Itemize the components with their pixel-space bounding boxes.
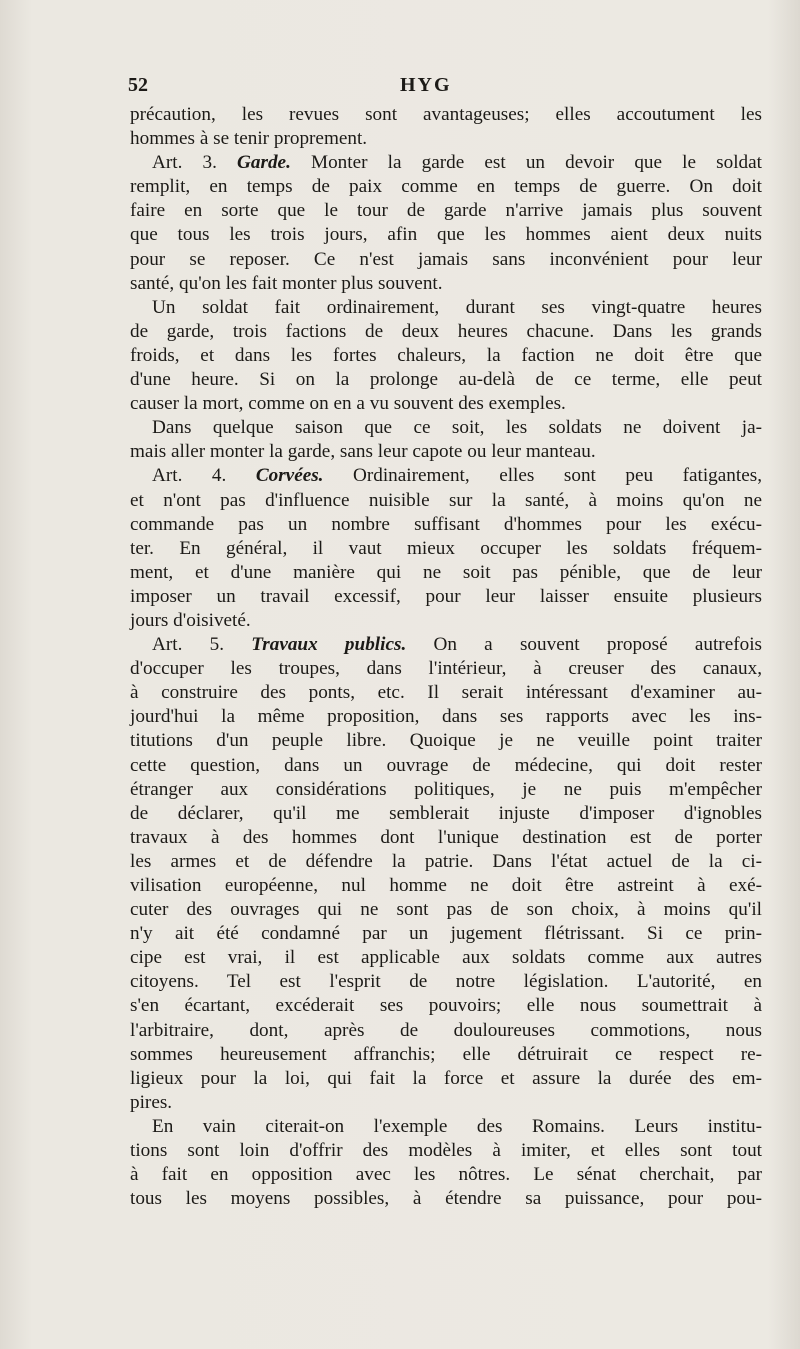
- text-line: tions sont loin d'offrir des modèles à imiter, et elles sont tout: [130, 1140, 762, 1162]
- text-line: hommes à se tenir proprement.: [130, 128, 368, 150]
- text-line: remplit, en temps de paix comme en temps de guerre. On doit: [130, 176, 762, 198]
- text-line: cipe est vrai, il est applicable aux soldats comme aux autres: [130, 947, 762, 969]
- article-title: Corvées.: [255, 465, 324, 487]
- text-line: d'occuper les troupes, dans l'intérieur, à creuser des canaux,: [130, 658, 762, 680]
- text-line: citoyens. Tel est l'esprit de notre législation. L'autorité, en: [130, 971, 762, 993]
- text-line: à construire des ponts, etc. Il serait intéressant d'examiner au-: [130, 682, 762, 704]
- text-line: cette question, dans un ouvrage de médecine, qui doit rester: [130, 754, 762, 776]
- text-line: tous les moyens possibles, à étendre sa puissance, pour pou-: [130, 1188, 762, 1210]
- text-line: froids, et dans les fortes chaleurs, la faction ne doit être que: [130, 344, 762, 366]
- text-line: jourd'hui la même proposition, dans ses rapports avec les ins-: [130, 706, 762, 728]
- line-text: On a souvent proposé autrefois: [406, 634, 762, 656]
- article-title: Garde.: [237, 152, 291, 174]
- text-line: commande pas un nombre suffisant d'hommes pour les exécu-: [130, 513, 762, 535]
- text-line: [130, 464, 762, 488]
- body-text: [130, 103, 762, 1211]
- text-line: [130, 151, 762, 175]
- text-line: [130, 633, 762, 657]
- text-line: Un soldat fait ordinairement, durant ses vingt-quatre heures: [152, 296, 762, 318]
- text-line: ter. En général, il vaut mieux occuper les soldats fréquem-: [130, 537, 762, 559]
- text-line: l'arbitraire, dont, après de douloureuses commotions, nous: [130, 1019, 762, 1041]
- text-line: vilisation européenne, nul homme ne doit être astreint à exé-: [130, 875, 762, 896]
- text-line: et n'ont pas d'influence nuisible sur la santé, à moins qu'on ne: [130, 489, 762, 511]
- text-line: de garde, trois factions de deux heures chacune. Dans les grands: [130, 320, 762, 342]
- line-text: Ordinairement, elles sont peu fatigantes,: [323, 465, 762, 487]
- text-line: précaution, les revues sont avantageuses; elles accoutument les: [130, 104, 762, 125]
- text-line: cuter des ouvrages qui ne sont pas de son choix, à moins qu'il: [130, 899, 762, 921]
- text-line: n'y ait été condamné par un jugement flétrissant. Si ce prin-: [130, 923, 762, 945]
- text-line: pour se reposer. Ce n'est jamais sans inconvénient pour leur: [130, 248, 762, 270]
- text-line: travaux à des hommes dont l'unique destination est de porter: [130, 826, 762, 848]
- running-head: [128, 74, 760, 102]
- text-line: s'en écartant, excéderait ses pouvoirs; elle nous soumettrait à: [130, 995, 762, 1017]
- text-line: causer la mort, comme on en a vu souvent des exemples.: [130, 393, 566, 415]
- text-line: titutions d'un peuple libre. Quoique je ne veuille point traiter: [130, 730, 762, 752]
- text-line: d'une heure. Si on la prolonge au-delà de ce terme, elle peut: [130, 369, 762, 391]
- text-line: imposer un travail excessif, pour leur laisser ensuite plusieurs: [130, 585, 762, 607]
- text-line: de déclarer, qu'il me semblerait injuste d'imposer d'ignobles: [130, 802, 762, 824]
- article-title: Travaux publics.: [251, 634, 407, 656]
- text-line: En vain citerait-on l'exemple des Romains. Leurs institu-: [152, 1115, 762, 1137]
- text-line: les armes et de défendre la patrie. Dans l'état actuel de la ci-: [130, 850, 762, 872]
- text-line: santé, qu'on les fait monter plus souvent.: [130, 272, 443, 294]
- article-number: Art. 4.: [152, 465, 256, 487]
- text-line: ment, et d'une manière qui ne soit pas pénible, que de leur: [130, 561, 762, 583]
- text-line: à fait en opposition avec les nôtres. Le sénat cherchait, par: [130, 1164, 762, 1186]
- article-number: Art. 5.: [152, 634, 252, 656]
- text-line: faire en sorte que le tour de garde n'arrive jamais plus souvent: [130, 200, 762, 222]
- text-line: que tous les trois jours, afin que les hommes aient deux nuits: [130, 224, 762, 246]
- text-line: sommes heureusement affranchis; elle détruirait ce respect re-: [130, 1043, 762, 1065]
- article-number: Art. 3.: [152, 152, 238, 174]
- running-title: HYG: [400, 74, 452, 96]
- page-number: 52: [128, 74, 148, 96]
- text-line: pires.: [130, 1091, 173, 1113]
- line-text: Monter la garde est un devoir que le soldat: [290, 152, 762, 174]
- text-line: ligieux pour la loi, qui fait la force et assure la durée des em-: [130, 1067, 762, 1089]
- text-line: Dans quelque saison que ce soit, les soldats ne doivent ja-: [152, 417, 762, 439]
- text-line: mais aller monter la garde, sans leur capote ou leur manteau.: [130, 441, 596, 463]
- text-line: étranger aux considérations politiques, je ne puis m'empêcher: [130, 778, 762, 800]
- text-line: jours d'oisiveté.: [130, 609, 251, 631]
